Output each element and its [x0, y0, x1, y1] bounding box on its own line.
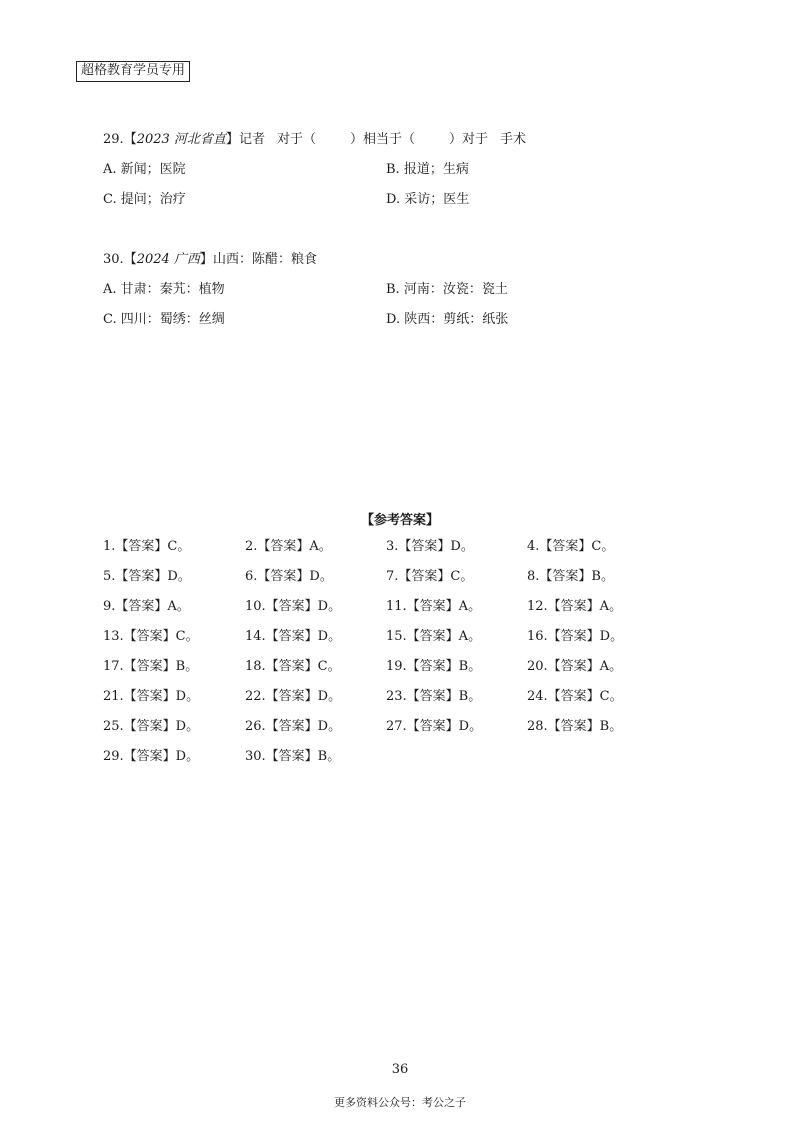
answer-item: 19.【答案】B。	[386, 659, 482, 674]
answer-item: 25.【答案】D。	[103, 719, 200, 734]
answer-item: 1.【答案】C。	[103, 539, 191, 554]
question-number: 29.	[103, 132, 124, 147]
question-source: 2023 河北省直	[136, 132, 226, 147]
answer-item: 26.【答案】D。	[245, 719, 342, 734]
page-number: 36	[391, 1062, 409, 1077]
option-b: B. 报道；生病	[386, 162, 469, 177]
answer-item: 20.【答案】A。	[527, 659, 623, 674]
answer-item: 9.【答案】A。	[103, 599, 190, 614]
question-stem: 30.【2024 广西】山西：陈醋：粮食	[103, 252, 317, 267]
answer-item: 24.【答案】C。	[527, 689, 623, 704]
option-d: D. 陕西：剪纸：纸张	[386, 312, 509, 327]
answer-item: 2.【答案】A。	[245, 539, 332, 554]
answer-item: 22.【答案】D。	[245, 689, 342, 704]
answer-item: 27.【答案】D。	[386, 719, 483, 734]
answers-title: 【参考答案】	[360, 513, 439, 528]
answer-item: 14.【答案】D。	[245, 629, 342, 644]
answer-item: 3.【答案】D。	[386, 539, 474, 554]
answer-item: 12.【答案】A。	[527, 599, 623, 614]
option-c: C. 提问；治疗	[103, 192, 186, 207]
answer-item: 21.【答案】D。	[103, 689, 200, 704]
option-b: B. 河南：汝瓷：瓷土	[386, 282, 508, 297]
question-stem: 29.【2023 河北省直】记者 对于（ ）相当于（ ）对于 手术	[103, 132, 527, 147]
answer-item: 28.【答案】B。	[527, 719, 623, 734]
answer-item: 16.【答案】D。	[527, 629, 624, 644]
option-a: A. 甘肃：秦艽：植物	[103, 282, 225, 297]
header-label: 超格教育学员专用	[76, 61, 190, 82]
answer-item: 17.【答案】B。	[103, 659, 199, 674]
option-c: C. 四川：蜀绣：丝绸	[103, 312, 225, 327]
option-d: D. 采访；医生	[386, 192, 470, 207]
answer-item: 4.【答案】C。	[527, 539, 615, 554]
answer-item: 5.【答案】D。	[103, 569, 191, 584]
answer-item: 13.【答案】C。	[103, 629, 199, 644]
answer-item: 29.【答案】D。	[103, 749, 200, 764]
answer-item: 7.【答案】C。	[386, 569, 474, 584]
answer-item: 11.【答案】A。	[386, 599, 482, 614]
answer-item: 23.【答案】B。	[386, 689, 482, 704]
answer-item: 30.【答案】B。	[245, 749, 341, 764]
question-source: 2024 广西	[136, 252, 200, 267]
question-number: 30.	[103, 252, 124, 267]
answer-item: 6.【答案】D。	[245, 569, 333, 584]
answer-item: 10.【答案】D。	[245, 599, 342, 614]
option-a: A. 新闻；医院	[103, 162, 186, 177]
answer-item: 18.【答案】C。	[245, 659, 341, 674]
footer-text: 更多资料公众号：考公之子	[334, 1096, 466, 1109]
answer-item: 15.【答案】A。	[386, 629, 482, 644]
answer-item: 8.【答案】B。	[527, 569, 614, 584]
